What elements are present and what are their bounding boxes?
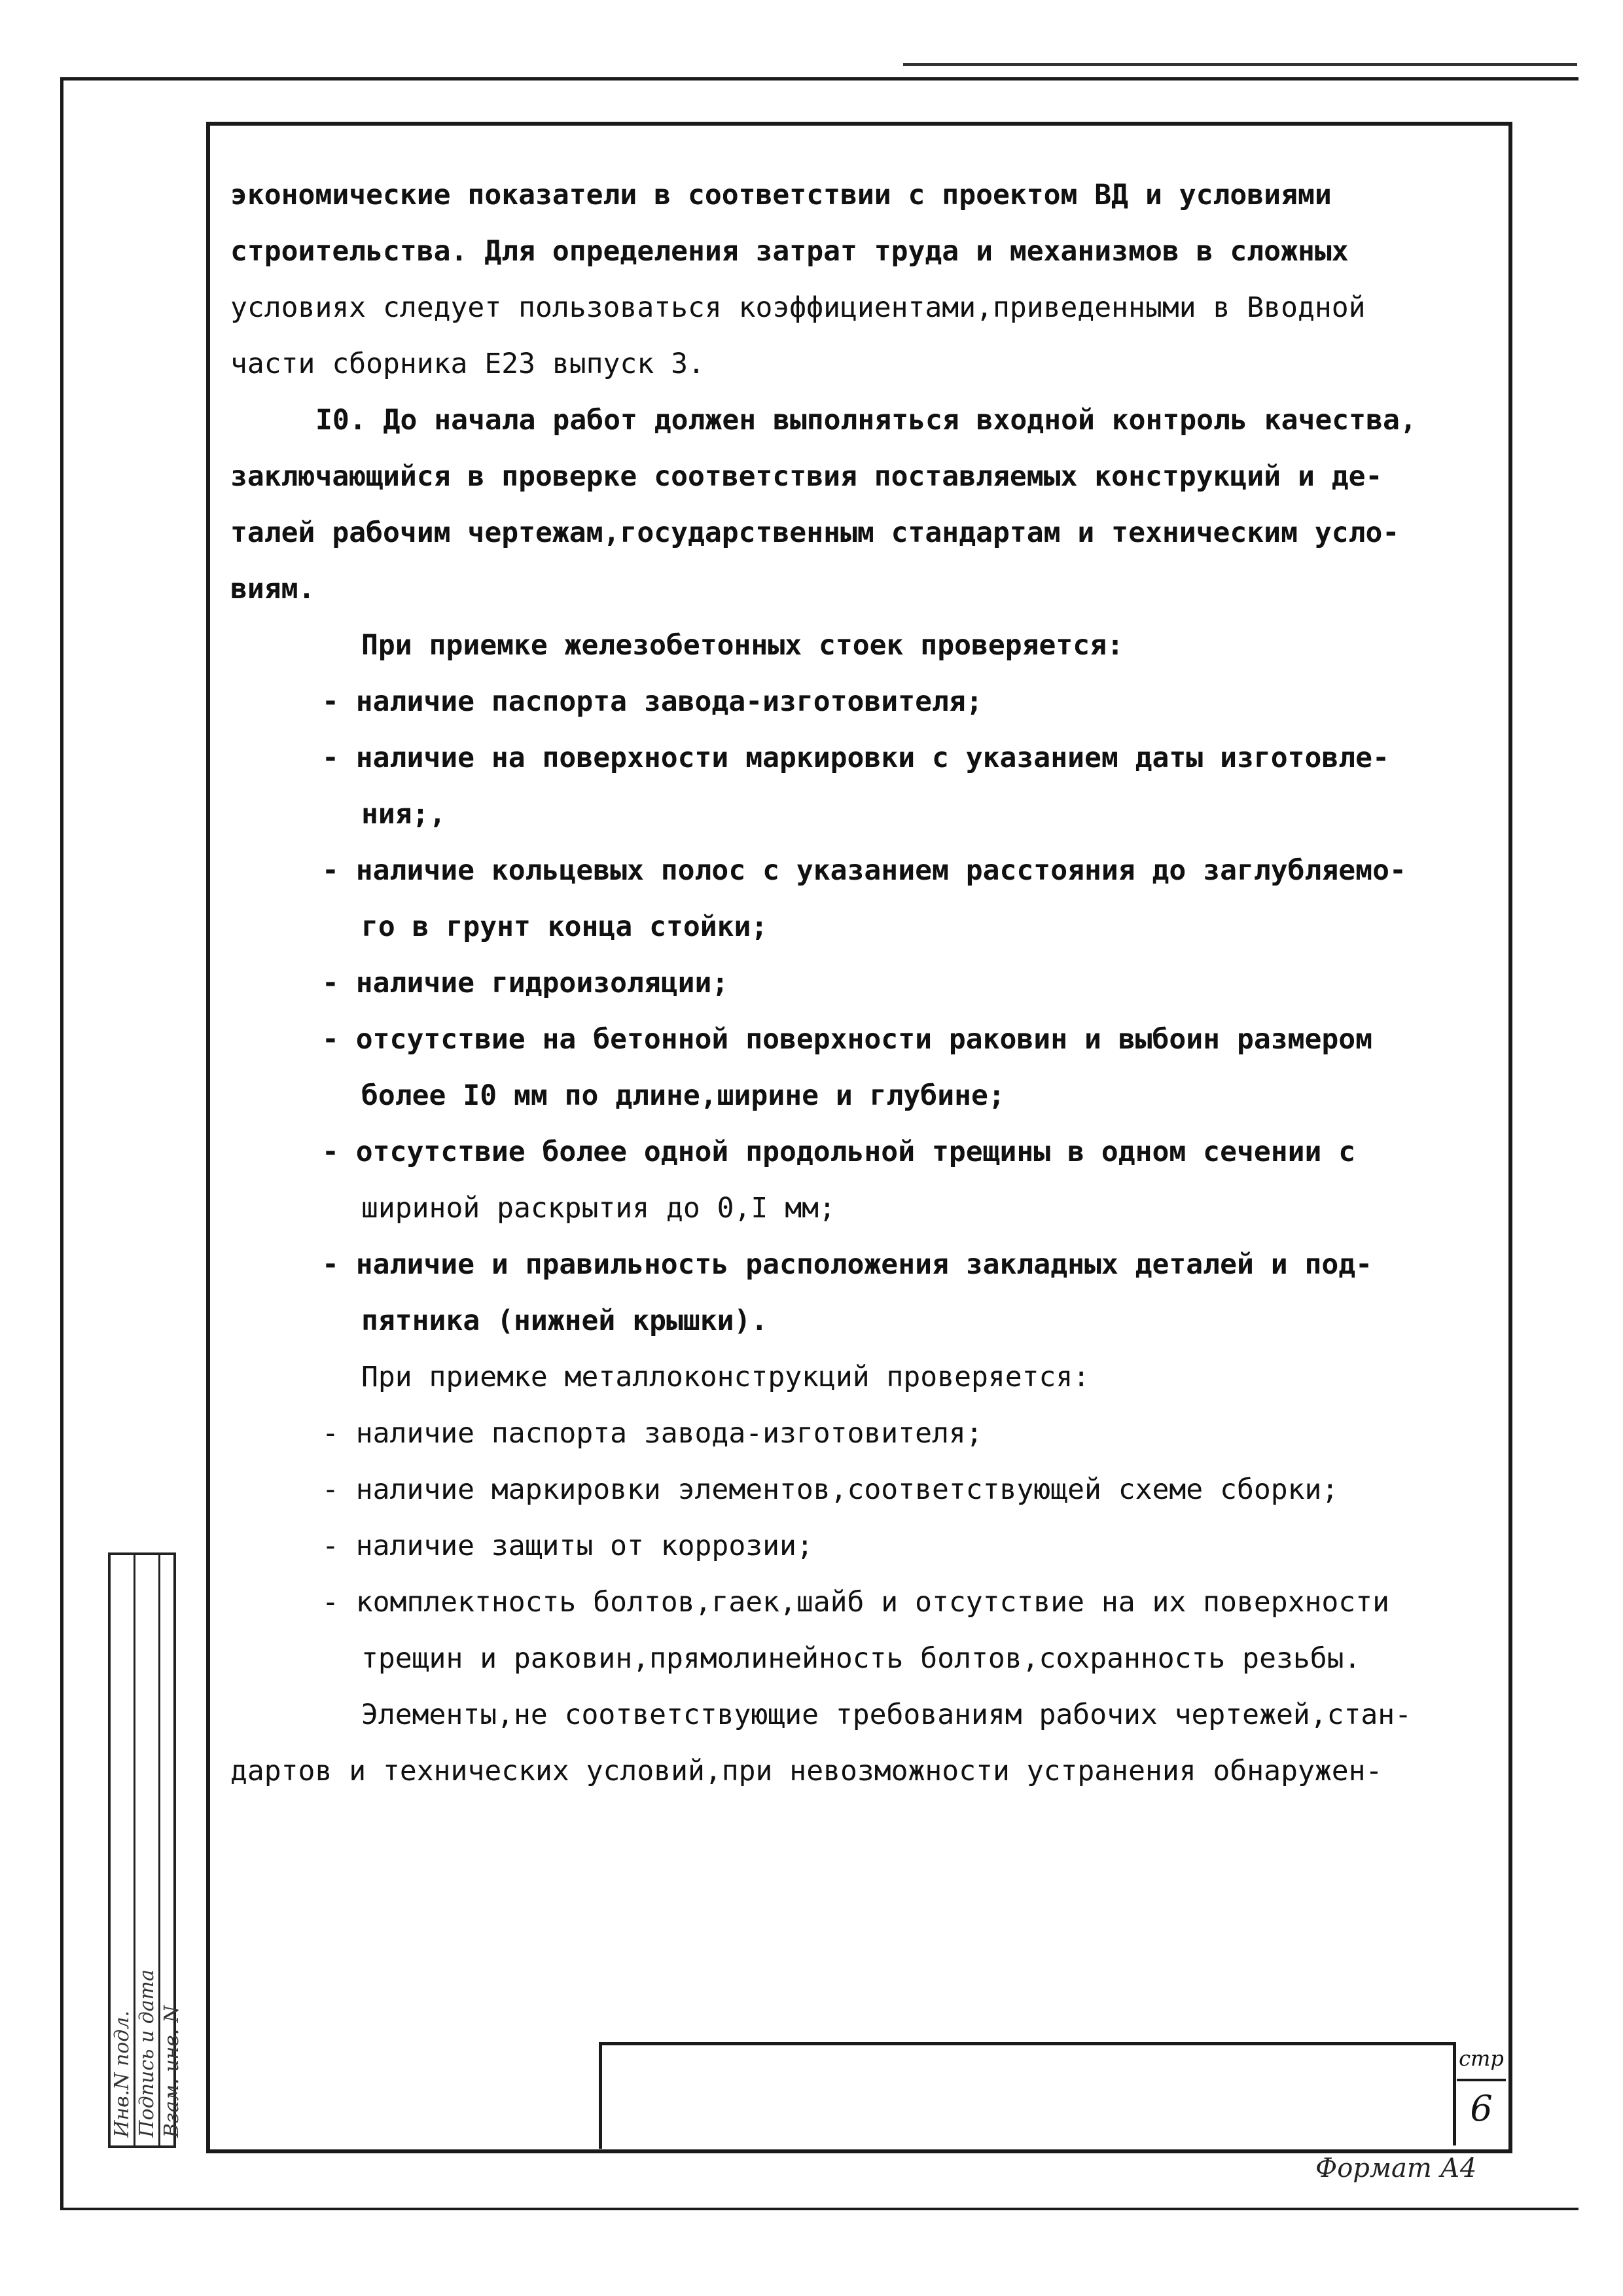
text-line: талей рабочим чертежам,государственным стандартам и техническим усло- <box>230 516 1400 549</box>
text-line: заключающийся в проверке соответствия поставляемых конструкций и де- <box>230 460 1383 493</box>
text-line: При приемке металлоконструкций проверяется: <box>361 1361 1090 1393</box>
text-line: - комплектность болтов,гаек,шайб и отсутствие на их поверхности <box>322 1586 1389 1619</box>
text-line: - наличие кольцевых полос с указанием расстояния до заглубляемо- <box>322 854 1406 887</box>
document-body <box>230 167 1493 1799</box>
text-line: более I0 мм по длине,ширине и глубине; <box>361 1079 1005 1112</box>
text-line: трещин и раковин,прямолинейность болтов,сохранность резьбы. <box>361 1642 1361 1675</box>
page-number: 6 <box>1470 2088 1493 2129</box>
text-line: - наличие маркировки элементов,соответствующей схеме сборки; <box>322 1473 1339 1506</box>
text-line: - наличие на поверхности маркировки с указанием даты изготовле- <box>322 742 1389 774</box>
text-line: - наличие паспорта завода-изготовителя; <box>322 1417 983 1450</box>
page-label: стр <box>1457 2046 1506 2081</box>
text-line: условиях следует пользоваться коэффициентами,приведенными в Вводной <box>230 291 1366 324</box>
text-line: Элементы,не соответствующие требованиям рабочих чертежей,стан- <box>361 1698 1412 1731</box>
top-rule <box>903 63 1577 66</box>
text-line: - наличие паспорта завода-изготовителя; <box>322 685 983 718</box>
side-stamp-strip <box>108 1552 183 2148</box>
text-line: части сборника Е23 выпуск 3. <box>230 348 705 380</box>
side-strip-sign-label: Подпись и дата <box>135 1969 158 2138</box>
text-line: пятника (нижней крышки). <box>361 1304 768 1337</box>
text-line: го в грунт конца стойки; <box>361 910 768 943</box>
side-strip-col-sign <box>135 1555 160 2145</box>
text-line: - отсутствие на бетонной поверхности раковин и выбоин размером <box>322 1023 1373 1056</box>
text-line: строительства. Для определения затрат труда и механизмов в сложных <box>230 235 1349 268</box>
text-line: экономические показатели в соответствии с проектом ВД и условиями <box>230 179 1332 211</box>
format-label: Формат А4 <box>1315 2153 1477 2183</box>
title-block <box>599 2042 1456 2149</box>
text-line: При приемке железобетонных стоек проверяется: <box>361 629 1124 662</box>
text-line: дартов и технических условий,при невозможности устранения обнаружен- <box>230 1755 1383 1787</box>
side-strip-col-inv <box>111 1555 135 2145</box>
text-line: шириной раскрытия до 0,I мм; <box>361 1192 836 1225</box>
text-line: - наличие защиты от коррозии; <box>322 1530 813 1562</box>
text-line: - наличие гидроизоляции; <box>322 967 729 999</box>
side-strip-inv-label: Инв.N подл. <box>111 2011 134 2138</box>
text-line: - наличие и правильность расположения закладных деталей и под- <box>322 1248 1373 1281</box>
text-line: I0. До начала работ должен выполняться входной контроль качества, <box>315 404 1417 437</box>
text-line: - отсутствие более одной продольной трещины в одном сечении с <box>322 1136 1356 1168</box>
side-strip-replace-label: Взам. инв. N <box>160 2005 183 2138</box>
text-line: виям. <box>230 573 315 605</box>
side-strip-col-replace <box>160 1555 183 2145</box>
text-line: ния;, <box>361 798 446 831</box>
